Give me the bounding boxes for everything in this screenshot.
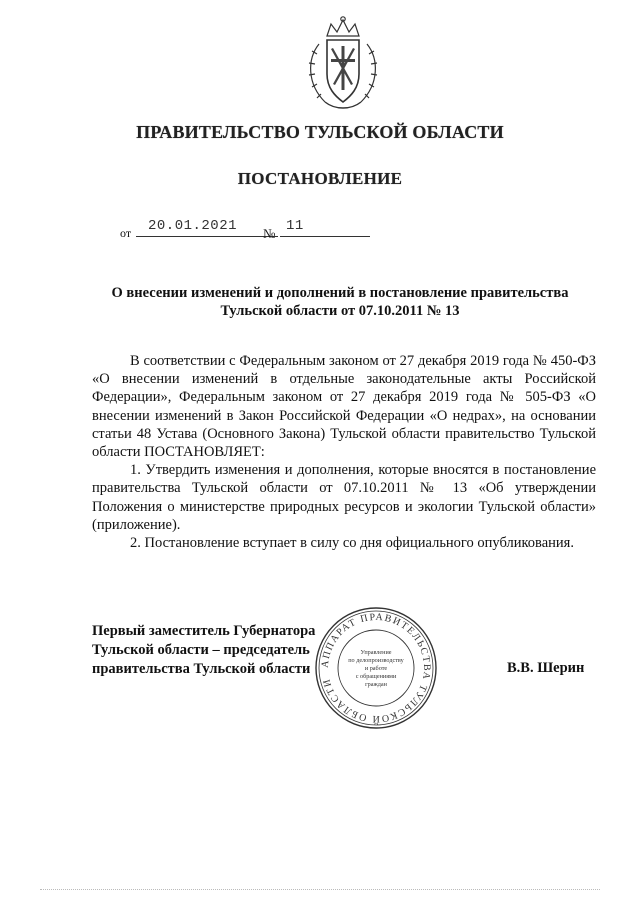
- preamble-paragraph: В соответствии с Федеральным законом от 27 декабря 2019 года № 450-ФЗ «О внесении изменений в отдельные законодательные акты Российской Федерации», Федеральным законом от 27 декабря 2019 года № 505-ФЗ «О внесении изменений в Закон Российской Федерации «О недрах», на основании статьи 48 Устава (Основного Закона) Тульской области правительство Тульской области ПОСТАНОВЛЯЕТ:: [92, 353, 596, 461]
- subject-line-1: О внесении изменений и дополнений в постановление правительства: [111, 285, 569, 301]
- document-body: [92, 352, 596, 552]
- signatory-title-line-3: правительства Тульской области: [92, 661, 311, 677]
- item-2-paragraph: 2. Постановление вступает в силу со дня официального опубликования.: [130, 535, 574, 552]
- signatory-title-line-1: Первый заместитель Губернатора: [92, 623, 316, 639]
- stamp-center-line-2: по делопроизводству: [348, 657, 404, 664]
- coat-of-arms-icon: [297, 14, 389, 114]
- footer-divider: [40, 885, 600, 890]
- date-underline: [136, 236, 278, 237]
- number-value: 11: [286, 218, 304, 234]
- stamp-center-line-4: с обращениями: [355, 673, 397, 680]
- number-prefix: №: [263, 226, 276, 241]
- stamp-center-line-1: Управление: [360, 649, 392, 656]
- official-stamp-icon: [312, 604, 440, 732]
- item-1-paragraph: 1. Утвердить изменения и дополнения, которые вносятся в постановление правительства Тульской области от 07.10.2011 № 13 «Об утверждении Положения о министерстве природных ресурсов и экологии Тульской области» (приложение).: [92, 462, 596, 533]
- number-underline: [280, 236, 370, 237]
- date-value: 20.01.2021: [148, 218, 238, 234]
- document-type-title: ПОСТАНОВЛЕНИЕ: [237, 169, 403, 188]
- organization-title: ПРАВИТЕЛЬСТВО ТУЛЬСКОЙ ОБЛАСТИ: [136, 122, 504, 142]
- stamp-ring-text: АППАРАТ ПРАВИТЕЛЬСТВА ТУЛЬСКОЙ ОБЛАСТИ: [319, 611, 433, 725]
- stamp-center-line-5: граждан: [365, 681, 387, 688]
- stamp-center-line-3: и работе: [364, 665, 388, 672]
- signatory-name: В.В. Шерин: [507, 660, 585, 676]
- subject-line-2: Тульской области от 07.10.2011 № 13: [220, 303, 460, 319]
- signatory-title-line-2: Тульской области – председатель: [92, 642, 310, 658]
- document-subject: [80, 284, 600, 320]
- date-prefix: от: [120, 226, 132, 240]
